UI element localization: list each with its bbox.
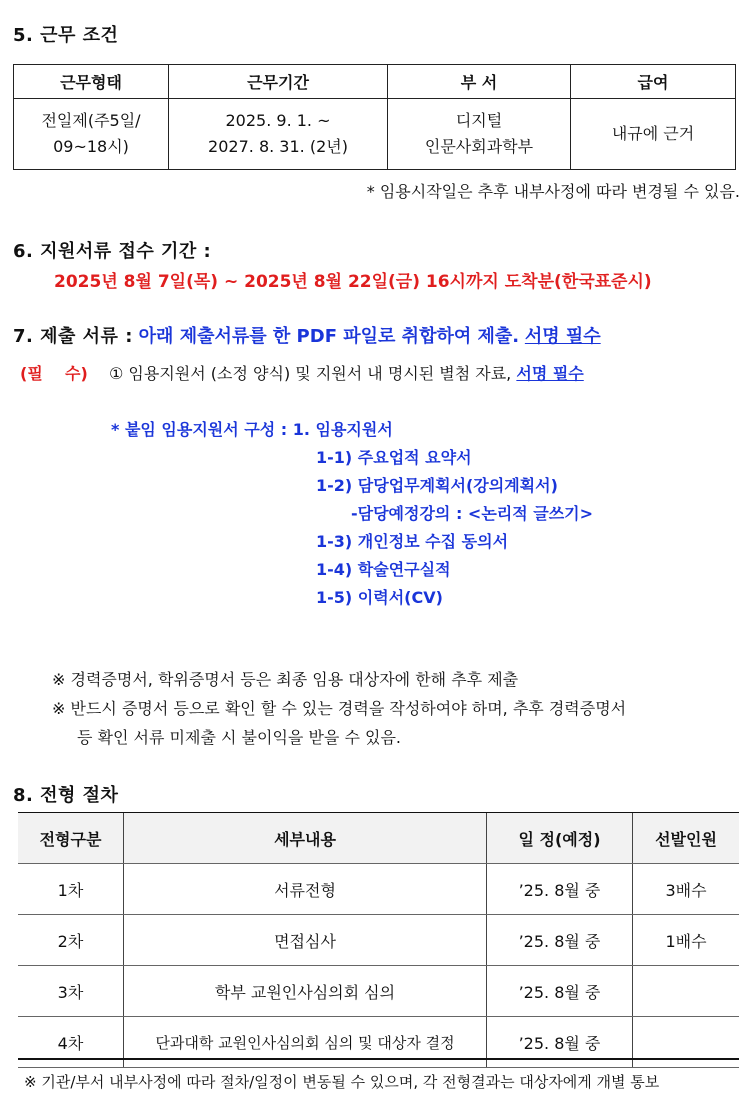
work-conditions-table <box>13 64 736 170</box>
count-cell <box>633 966 740 1017</box>
header-department: 부 서 <box>388 65 571 99</box>
composition-item: 1-4) 학술연구실적 <box>316 560 451 579</box>
header-selection-count: 선발인원 <box>633 813 740 864</box>
section8-title: 8. 전형 절차 <box>13 785 119 806</box>
procedure-note: ※ 기관/부서 내부사정에 따라 절차/일정이 변동될 수 있으며, 각 전형결과는 대상자에게 개별 통보 <box>24 1073 660 1091</box>
cell-work-type <box>14 99 169 170</box>
details-cell: 단과대학 교원인사심의회 심의 및 대상자 결정 <box>124 1017 487 1068</box>
schedule-cell: ’25. 8월 중 <box>487 1017 633 1068</box>
required-item <box>109 361 584 384</box>
header-salary: 급여 <box>571 65 736 99</box>
table-row <box>18 966 739 1017</box>
certificate-note: ※ 경력증명서, 학위증명서 등은 최종 임용 대상자에 한해 추후 제출 <box>52 670 519 689</box>
department-line1: 디지털 <box>455 111 503 130</box>
composition-item: 1-2) 담당업무계획서(강의계획서) <box>316 476 558 495</box>
composition-item: 1-5) 이력서(CV) <box>316 588 443 607</box>
details-cell: 학부 교원인사심의회 심의 <box>124 966 487 1017</box>
section6-title: 6. 지원서류 접수 기간 : <box>13 241 212 262</box>
section7-title-sign-required: 서명 필수 <box>524 326 601 347</box>
composition-subitem: -담당예정강의 : <논리적 글쓰기> <box>351 504 594 523</box>
cell-work-period <box>169 99 388 170</box>
section7-title-prefix: 7. 제출 서류 : <box>13 326 133 347</box>
composition-item: 1-1) 주요업적 요약서 <box>316 448 472 467</box>
header-work-type: 근무형태 <box>14 65 169 99</box>
schedule-cell: ’25. 8월 중 <box>487 966 633 1017</box>
stage-cell: 3차 <box>18 966 124 1017</box>
required-item-text: ① 임용지원서 (소정 양식) 및 지원서 내 명시된 별첨 자료, <box>109 364 512 383</box>
composition-item: 1-3) 개인정보 수집 동의서 <box>316 532 509 551</box>
start-date-note: * 임용시작일은 추후 내부사정에 따라 변경될 수 있음. <box>366 182 740 201</box>
schedule-cell: ’25. 8월 중 <box>487 864 633 915</box>
table-bottom-rule <box>18 1058 739 1060</box>
table-row <box>18 864 739 915</box>
header-stage: 전형구분 <box>18 813 124 864</box>
header-details: 세부내용 <box>124 813 487 864</box>
header-schedule: 일 정(예정) <box>487 813 633 864</box>
section5-title: 5. 근무 조건 <box>13 25 119 46</box>
required-item-sign: 서명 필수 <box>516 364 584 383</box>
table-row <box>18 915 739 966</box>
salary-text: 내규에 근거 <box>611 124 695 143</box>
work-type-line1: 전일제(주5일/ <box>41 111 141 130</box>
cell-salary <box>571 99 736 170</box>
composition-label: * 붙임 임용지원서 구성 : 1. 임용지원서 <box>111 420 393 439</box>
work-type-line2: 09~18시) <box>53 137 129 156</box>
cell-department <box>388 99 571 170</box>
header-work-period: 근무기간 <box>169 65 388 99</box>
stage-cell: 1차 <box>18 864 124 915</box>
details-cell: 서류전형 <box>124 864 487 915</box>
details-cell: 면접심사 <box>124 915 487 966</box>
period-line1: 2025. 9. 1. ~ <box>225 111 331 130</box>
section7-title <box>13 322 601 348</box>
count-cell: 3배수 <box>633 864 740 915</box>
required-label: (필 수) <box>20 364 88 383</box>
career-note-line1: ※ 반드시 증명서 등으로 확인 할 수 있는 경력을 작성하여야 하며, 추후 경력증명서 <box>52 699 627 718</box>
stage-cell: 4차 <box>18 1017 124 1068</box>
stage-cell: 2차 <box>18 915 124 966</box>
application-period: 2025년 8월 7일(목) ~ 2025년 8월 22일(금) 16시까지 도착분(한국표준시) <box>54 272 652 292</box>
career-note-line2: 등 확인 서류 미제출 시 불이익을 받을 수 있음. <box>77 728 401 747</box>
section7-title-instruction: 아래 제출서류를 한 PDF 파일로 취합하여 제출. <box>138 326 520 347</box>
period-line2: 2027. 8. 31. (2년) <box>208 137 348 156</box>
department-line2: 인문사회과학부 <box>424 137 534 156</box>
selection-procedure-table <box>18 813 739 1068</box>
count-cell: 1배수 <box>633 915 740 966</box>
schedule-cell: ’25. 8월 중 <box>487 915 633 966</box>
